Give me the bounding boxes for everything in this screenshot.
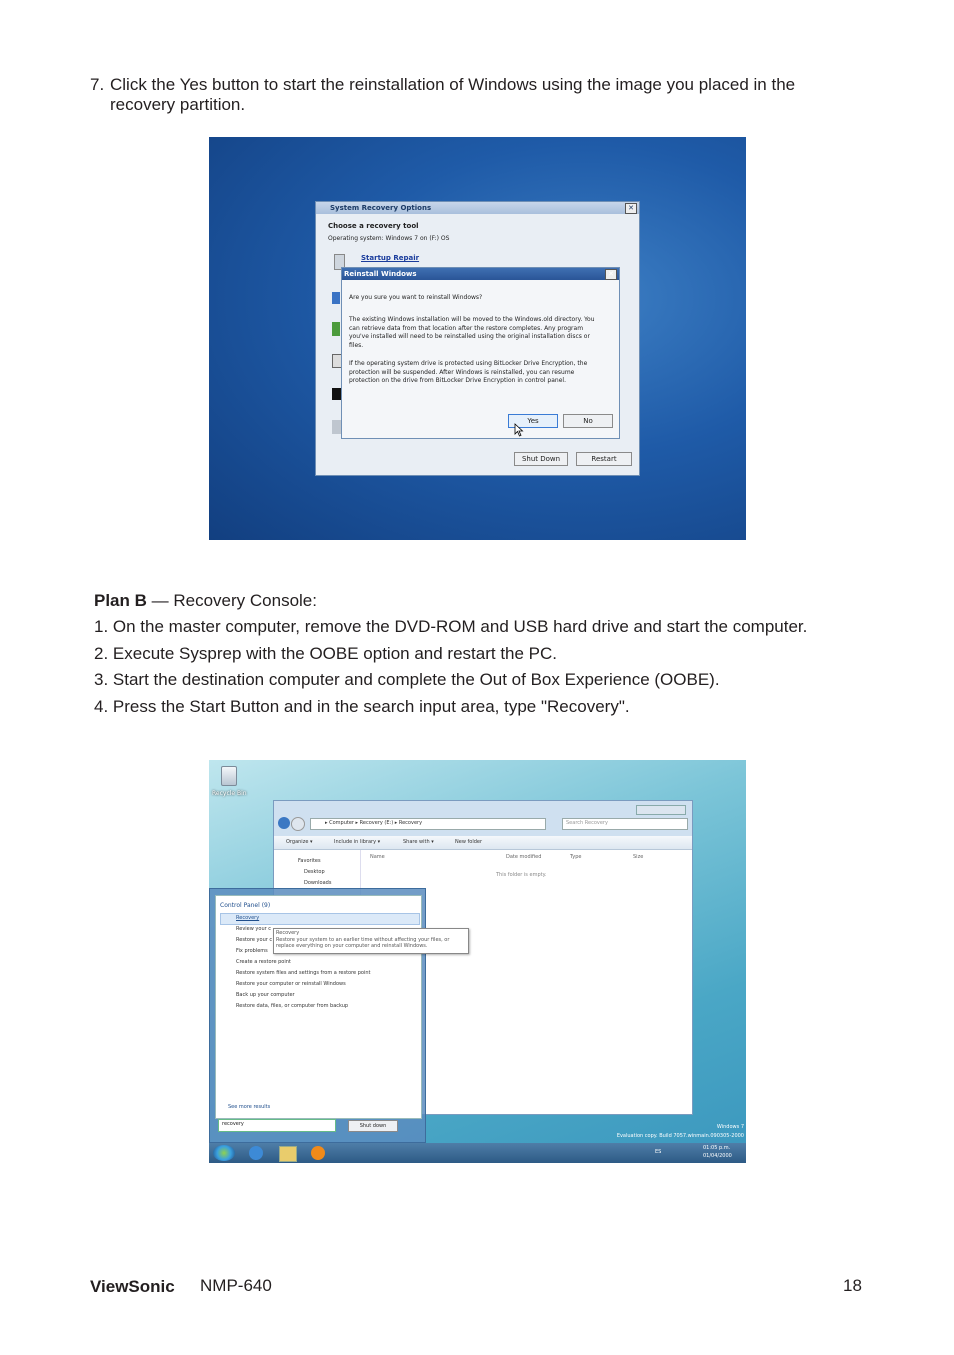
nav-favorites[interactable]: Favorites [298,858,321,864]
control-panel-header: Control Panel (9) [220,902,271,909]
column-size[interactable]: Size [633,854,644,860]
reinstall-para-1: The existing Windows installation will be moved to the Windows.old directory. You can retrieve data from that location after the restore completes. Any program you've installed will need to be reinstalled using the original installation discs or files. [349,316,595,349]
tray-date: 01/04/2000 [703,1153,732,1159]
column-type[interactable]: Type [570,854,582,860]
planb-heading-bold: Plan B [94,591,147,610]
tool-icon-6 [332,420,341,434]
column-date-modified[interactable]: Date modified [506,854,542,860]
footer-brand: ViewSonic [90,1277,175,1296]
toolbar-organize[interactable]: Organize ▾ [286,839,313,845]
reinstall-question: Are you sure you want to reinstall Windows? [349,294,483,301]
window-controls [636,805,686,815]
startup-repair-link[interactable]: Startup Repair [361,254,420,262]
shutdown-button[interactable]: Shut Down [514,452,568,466]
restart-button[interactable]: Restart [576,452,632,466]
mouse-cursor-icon [514,423,524,437]
tool-icon-3 [332,322,340,336]
result-recovery[interactable]: Recovery [236,915,260,921]
toolbar-include[interactable]: Include in library ▾ [334,839,381,845]
start-search-input[interactable] [218,1119,336,1132]
taskbar [209,1143,746,1163]
planb-heading-rest: — Recovery Console: [146,591,317,610]
footer-model: NMP-640 [200,1276,272,1295]
step7-number: 7. [90,75,105,94]
windows-version-label: Windows 7 [716,1124,744,1130]
empty-folder-text: This folder is empty. [496,872,547,878]
nav-desktop[interactable]: Desktop [304,869,325,875]
result-8[interactable]: Back up your computer [236,992,295,998]
taskbar-media-icon[interactable] [311,1146,325,1160]
search-placeholder: Search Recovery [566,820,608,826]
reinstall-windows-screenshot [209,137,746,540]
tooltip-title: Recovery [276,930,300,936]
dialog-close-icon[interactable]: ✕ [605,269,617,280]
reinstall-para-2: If the operating system drive is protected using BitLocker Drive Encryption, the protection will be suspended. After Windows is reinstalled, you can resume protection on the drive from BitLocker Drive Encryption in control panel. [349,360,588,384]
close-icon[interactable]: ✕ [625,203,637,214]
planb-step-4: 4. Press the Start Button and in the search input area, type "Recovery". [94,697,630,716]
forward-button[interactable] [291,817,305,831]
result-4[interactable]: Fix problems [236,948,268,954]
recycle-bin-icon[interactable] [221,766,237,786]
system-recovery-titlebar [316,202,639,214]
taskbar-ie-icon[interactable] [249,1146,263,1160]
back-button[interactable] [278,817,290,829]
step7-text: Click the Yes button to start the reinstallation of Windows using the image you placed in the [110,75,796,94]
system-recovery-title: System Recovery Options [330,204,432,212]
start-menu-search-screenshot [209,760,746,1163]
tray-time: 01:05 p.m. [703,1145,731,1151]
search-box[interactable] [562,818,688,830]
nav-downloads[interactable]: Downloads [304,880,332,886]
reinstall-windows-dialog [341,267,620,439]
start-search-value: recovery [222,1121,244,1127]
planb-step-1: 1. On the master computer, remove the DVD-ROM and USB hard drive and start the computer. [94,617,808,636]
reinstall-dialog-title: Reinstall Windows [344,270,417,278]
tool-icon-5 [332,388,341,400]
see-more-results[interactable]: See more results [228,1104,271,1110]
planb-heading [94,591,317,611]
explorer-toolbar [274,836,692,850]
page-number: 18 [843,1276,862,1295]
result-7[interactable]: Restore your computer or reinstall Windows [236,981,346,987]
choose-tool-label: Choose a recovery tool [328,222,419,230]
result-2[interactable]: Review your c [236,926,272,932]
recycle-bin-label: Recycle Bin [212,790,247,797]
toolbar-new-folder[interactable]: New folder [455,839,483,845]
start-button[interactable] [213,1145,235,1161]
tooltip-body: Restore your system to an earlier time without affecting your files, or replace everything on your computer and reinstall Windows. [276,937,450,949]
reinstall-dialog-titlebar [342,268,619,280]
toolbar-share[interactable]: Share with ▾ [403,839,434,845]
column-name[interactable]: Name [370,854,385,860]
recovery-tooltip [273,928,469,954]
tray-lang[interactable]: ES [655,1149,662,1155]
result-9[interactable]: Restore data, files, or computer from backup [236,1003,349,1009]
os-line: Operating system: Windows 7 on (F:) OS [328,235,450,242]
result-3[interactable]: Restore your c [236,937,273,943]
start-shutdown-button[interactable]: Shut down [348,1120,398,1132]
planb-step-3: 3. Start the destination computer and complete the Out of Box Experience (OOBE). [94,670,720,689]
planb-step-2: 2. Execute Sysprep with the OOBE option and restart the PC. [94,644,558,663]
result-5[interactable]: Create a restore point [236,959,291,965]
evaluation-text: Evaluation copy. Build 7057.winmain.090305-2000 [616,1133,744,1139]
no-button[interactable]: No [563,414,613,428]
taskbar-explorer-icon[interactable] [279,1146,297,1162]
tool-icon-2 [332,292,340,304]
start-menu [209,888,426,1143]
result-6[interactable]: Restore system files and settings from a restore point [236,970,371,976]
breadcrumb: ▸ Computer ▸ Recovery (E:) ▸ Recovery [325,820,423,826]
step7-text-2: recovery partition. [110,95,246,114]
address-bar[interactable] [310,818,546,830]
yes-button[interactable]: Yes [508,414,558,428]
